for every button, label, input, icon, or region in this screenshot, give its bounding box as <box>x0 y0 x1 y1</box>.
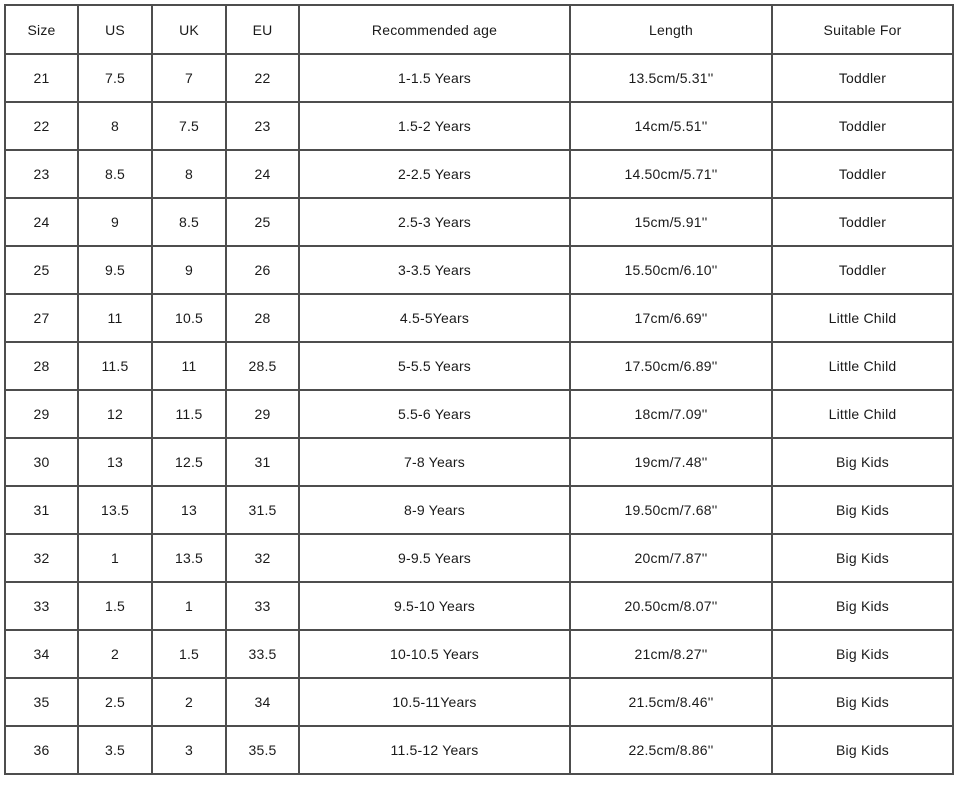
header-uk: UK <box>152 5 226 54</box>
cell-eu: 28.5 <box>226 342 299 390</box>
table-row <box>5 102 953 150</box>
table-row <box>5 534 953 582</box>
cell-length: 13.5cm/5.31'' <box>570 54 772 102</box>
cell-uk: 7 <box>152 54 226 102</box>
cell-length: 21cm/8.27'' <box>570 630 772 678</box>
cell-eu: 33.5 <box>226 630 299 678</box>
cell-length: 15cm/5.91'' <box>570 198 772 246</box>
cell-uk: 10.5 <box>152 294 226 342</box>
cell-recommended-age: 5.5-6 Years <box>299 390 570 438</box>
cell-eu: 22 <box>226 54 299 102</box>
size-chart-table <box>4 4 954 775</box>
cell-size: 36 <box>5 726 78 774</box>
header-row <box>5 5 953 54</box>
cell-uk: 12.5 <box>152 438 226 486</box>
cell-recommended-age: 11.5-12 Years <box>299 726 570 774</box>
table-row <box>5 150 953 198</box>
cell-recommended-age: 9.5-10 Years <box>299 582 570 630</box>
table-row <box>5 726 953 774</box>
cell-uk: 3 <box>152 726 226 774</box>
table-row <box>5 342 953 390</box>
header-length: Length <box>570 5 772 54</box>
cell-us: 1.5 <box>78 582 152 630</box>
cell-suitable-for: Big Kids <box>772 582 953 630</box>
cell-size: 32 <box>5 534 78 582</box>
header-suitable-for: Suitable For <box>772 5 953 54</box>
cell-suitable-for: Toddler <box>772 102 953 150</box>
cell-us: 7.5 <box>78 54 152 102</box>
cell-suitable-for: Big Kids <box>772 630 953 678</box>
cell-us: 13.5 <box>78 486 152 534</box>
cell-suitable-for: Toddler <box>772 246 953 294</box>
cell-size: 27 <box>5 294 78 342</box>
cell-length: 22.5cm/8.86'' <box>570 726 772 774</box>
cell-us: 1 <box>78 534 152 582</box>
cell-size: 23 <box>5 150 78 198</box>
cell-length: 17.50cm/6.89'' <box>570 342 772 390</box>
cell-us: 11.5 <box>78 342 152 390</box>
header-eu: EU <box>226 5 299 54</box>
table-row <box>5 486 953 534</box>
cell-recommended-age: 3-3.5 Years <box>299 246 570 294</box>
cell-suitable-for: Big Kids <box>772 534 953 582</box>
cell-recommended-age: 4.5-5Years <box>299 294 570 342</box>
cell-uk: 1.5 <box>152 630 226 678</box>
table-row <box>5 294 953 342</box>
cell-length: 20.50cm/8.07'' <box>570 582 772 630</box>
cell-size: 34 <box>5 630 78 678</box>
table-row <box>5 246 953 294</box>
cell-length: 18cm/7.09'' <box>570 390 772 438</box>
cell-suitable-for: Big Kids <box>772 726 953 774</box>
cell-suitable-for: Big Kids <box>772 438 953 486</box>
table-row <box>5 438 953 486</box>
cell-suitable-for: Toddler <box>772 198 953 246</box>
cell-uk: 13.5 <box>152 534 226 582</box>
table-row <box>5 678 953 726</box>
cell-eu: 23 <box>226 102 299 150</box>
cell-recommended-age: 8-9 Years <box>299 486 570 534</box>
header-recommended-age: Recommended age <box>299 5 570 54</box>
cell-length: 19.50cm/7.68'' <box>570 486 772 534</box>
header-us: US <box>78 5 152 54</box>
cell-recommended-age: 2-2.5 Years <box>299 150 570 198</box>
cell-eu: 34 <box>226 678 299 726</box>
cell-recommended-age: 1-1.5 Years <box>299 54 570 102</box>
cell-uk: 2 <box>152 678 226 726</box>
cell-eu: 33 <box>226 582 299 630</box>
cell-length: 15.50cm/6.10'' <box>570 246 772 294</box>
cell-length: 21.5cm/8.46'' <box>570 678 772 726</box>
cell-us: 13 <box>78 438 152 486</box>
table-row <box>5 630 953 678</box>
cell-uk: 8.5 <box>152 198 226 246</box>
cell-eu: 24 <box>226 150 299 198</box>
cell-suitable-for: Little Child <box>772 390 953 438</box>
cell-eu: 35.5 <box>226 726 299 774</box>
cell-length: 20cm/7.87'' <box>570 534 772 582</box>
cell-suitable-for: Big Kids <box>772 678 953 726</box>
cell-recommended-age: 1.5-2 Years <box>299 102 570 150</box>
cell-us: 12 <box>78 390 152 438</box>
cell-recommended-age: 5-5.5 Years <box>299 342 570 390</box>
cell-eu: 31.5 <box>226 486 299 534</box>
cell-suitable-for: Big Kids <box>772 486 953 534</box>
cell-us: 8 <box>78 102 152 150</box>
cell-size: 30 <box>5 438 78 486</box>
cell-size: 29 <box>5 390 78 438</box>
cell-size: 31 <box>5 486 78 534</box>
cell-size: 21 <box>5 54 78 102</box>
cell-suitable-for: Toddler <box>772 54 953 102</box>
cell-us: 11 <box>78 294 152 342</box>
cell-eu: 29 <box>226 390 299 438</box>
cell-size: 25 <box>5 246 78 294</box>
header-size: Size <box>5 5 78 54</box>
cell-us: 2 <box>78 630 152 678</box>
table-body <box>5 54 953 774</box>
table-row <box>5 198 953 246</box>
cell-eu: 28 <box>226 294 299 342</box>
cell-size: 28 <box>5 342 78 390</box>
cell-uk: 9 <box>152 246 226 294</box>
cell-recommended-age: 10.5-11Years <box>299 678 570 726</box>
cell-uk: 13 <box>152 486 226 534</box>
cell-us: 8.5 <box>78 150 152 198</box>
cell-uk: 1 <box>152 582 226 630</box>
cell-eu: 26 <box>226 246 299 294</box>
cell-recommended-age: 10-10.5 Years <box>299 630 570 678</box>
cell-uk: 11.5 <box>152 390 226 438</box>
cell-us: 9.5 <box>78 246 152 294</box>
cell-us: 9 <box>78 198 152 246</box>
table-row <box>5 390 953 438</box>
cell-suitable-for: Toddler <box>772 150 953 198</box>
cell-length: 14.50cm/5.71'' <box>570 150 772 198</box>
table-row <box>5 54 953 102</box>
cell-size: 35 <box>5 678 78 726</box>
cell-suitable-for: Little Child <box>772 294 953 342</box>
cell-length: 17cm/6.69'' <box>570 294 772 342</box>
cell-length: 19cm/7.48'' <box>570 438 772 486</box>
cell-eu: 32 <box>226 534 299 582</box>
cell-length: 14cm/5.51'' <box>570 102 772 150</box>
cell-eu: 25 <box>226 198 299 246</box>
cell-uk: 11 <box>152 342 226 390</box>
table-header <box>5 5 953 54</box>
cell-size: 22 <box>5 102 78 150</box>
cell-uk: 7.5 <box>152 102 226 150</box>
cell-uk: 8 <box>152 150 226 198</box>
cell-suitable-for: Little Child <box>772 342 953 390</box>
cell-size: 24 <box>5 198 78 246</box>
table-row <box>5 582 953 630</box>
cell-us: 3.5 <box>78 726 152 774</box>
cell-size: 33 <box>5 582 78 630</box>
cell-recommended-age: 2.5-3 Years <box>299 198 570 246</box>
cell-recommended-age: 9-9.5 Years <box>299 534 570 582</box>
cell-us: 2.5 <box>78 678 152 726</box>
cell-recommended-age: 7-8 Years <box>299 438 570 486</box>
cell-eu: 31 <box>226 438 299 486</box>
